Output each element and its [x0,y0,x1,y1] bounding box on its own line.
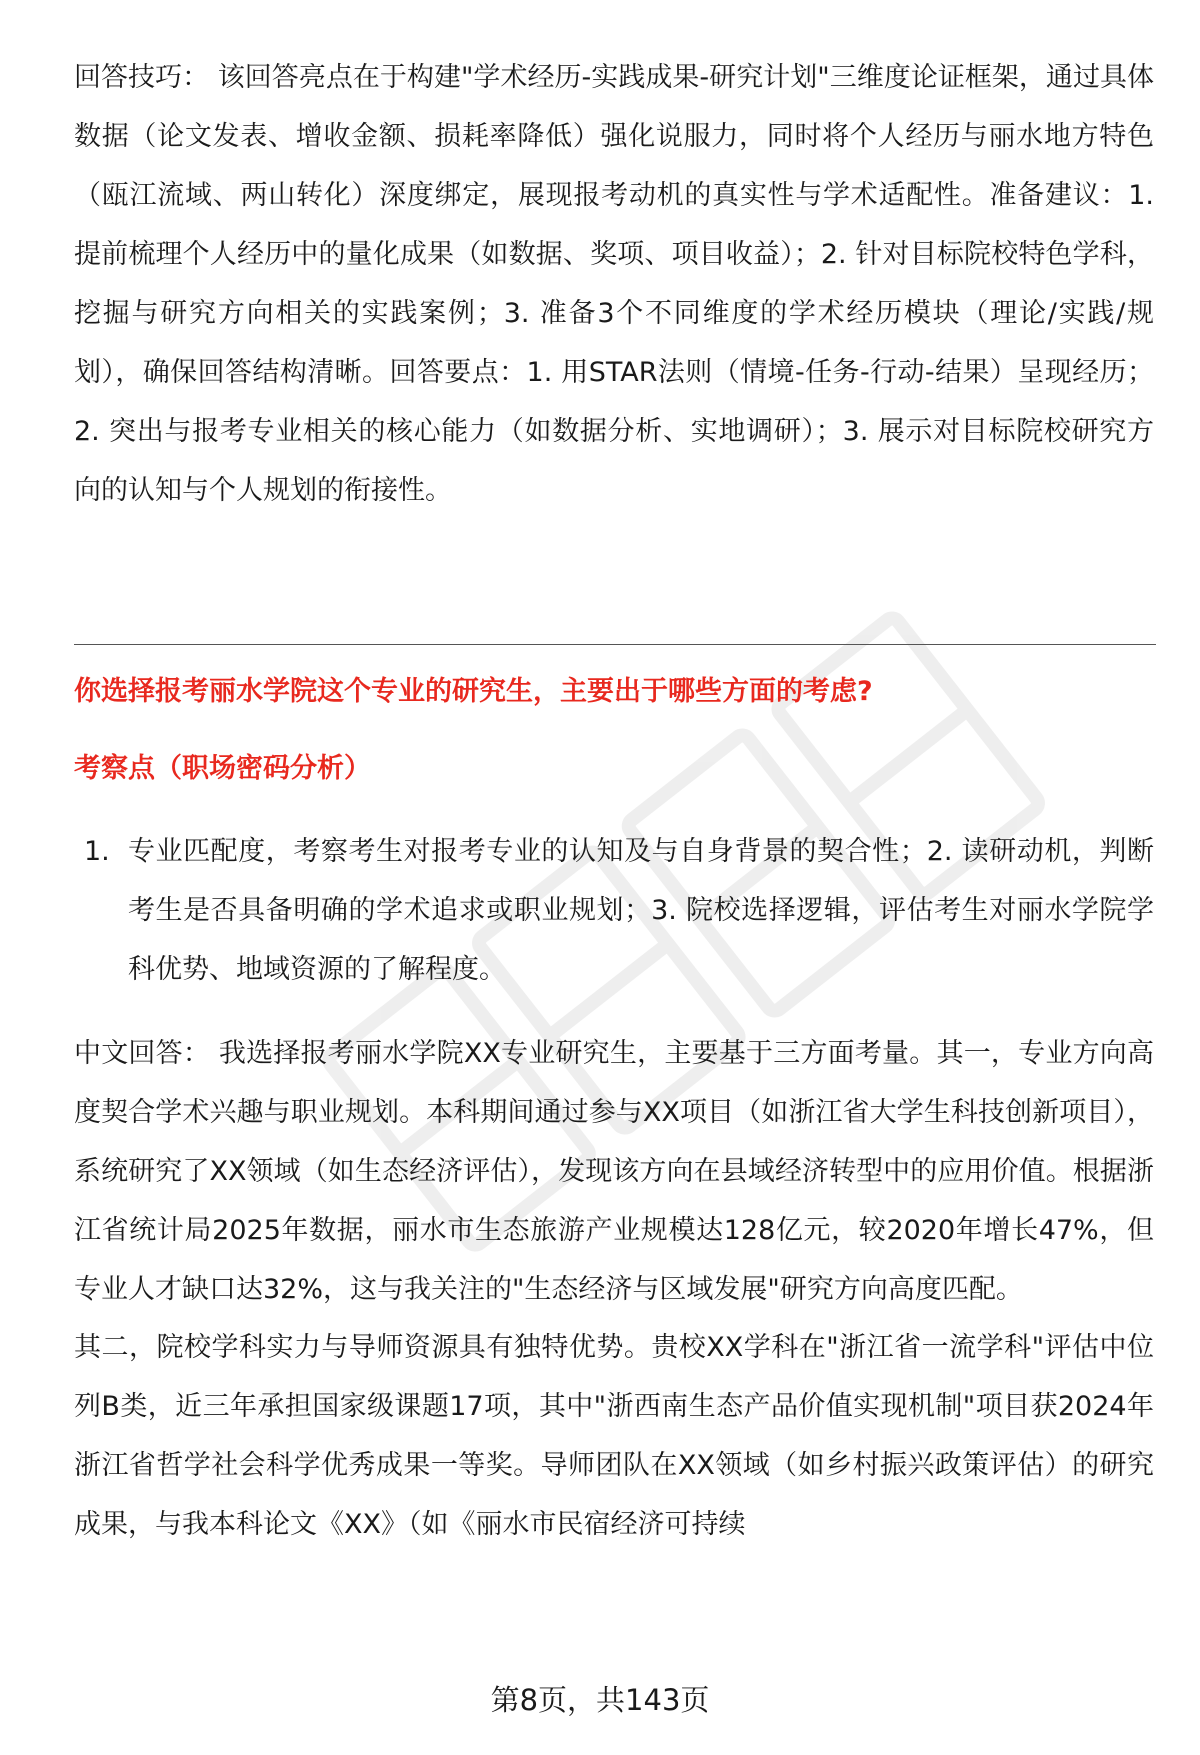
answer-paragraph-1: 中文回答： 我选择报考丽水学院XX专业研究生，主要基于三方面考量。其一，专业方向高度契合学术兴趣与职业规划。本科期间通过参与XX项目（如浙江省大学生科技创新项目），系统研究了XX领域（如生态经济评估），发现该方向在县域经济转型中的应用价值。根据浙江省统计局2025年数据，丽水市生态旅游产业规模达128亿元，较2020年增长47%，但专业人才缺口达32%，这与我关注的"生态经济与区域发展"研究方向高度匹配。 [74,1038,1154,1305]
tips-text: 回答技巧： 该回答亮点在于构建"学术经历-实践成果-研究计划"三维度论证框架，通过具体数据（论文发表、增收金额、损耗率降低）强化说服力，同时将个人经历与丽水地方特色（瓯江流域、两山转化）深度绑定，展现报考动机的真实性与学术适配性。准备建议：1. 提前梳理个人经历中的量化成果（如数据、奖项、项目收益）；2. 针对目标院校特色学科，挖掘与研究方向相关的实践案例；3. 准备3个不同维度的学术经历模块（理论/实践/规划），确保回答结构清晰。回答要点：1. 用STAR法则（情境-任务-行动-结果）呈现经历；2. 突出与报考专业相关的核心能力（如数据分析、实地调研）；3. 展示对目标院校研究方向的认知与个人规划的衔接性。 [74,62,1154,506]
page-footer: 第8页，共143页 [490,1683,710,1717]
list-number: 1. [84,836,110,867]
exam-point-heading: 考察点（职场密码分析） [74,753,371,784]
section-divider [74,644,1156,645]
exam-point-list [84,822,1154,999]
answer-paragraph-2: 其二，院校学科实力与导师资源具有独特优势。贵校XX学科在"浙江省一流学科"评估中位列B类，近三年承担国家级课题17项，其中"浙西南生态产品价值实现机制"项目获2024年浙江省哲学社会科学优秀成果一等奖。导师团队在XX领域（如乡村振兴政策评估）的研究成果，与我本科论文《XX》（如《丽水市民宿经济可持续 [74,1332,1154,1540]
question-heading: 你选择报考丽水学院这个专业的研究生，主要出于哪些方面的考虑? [74,676,873,707]
list-item: 专业匹配度，考察考生对报考专业的认知及与自身背景的契合性；2. 读研动机，判断考生是否具备明确的学术追求或职业规划；3. 院校选择逻辑，评估考生对丽水学院学科优势、地域资源的了解程度。 [128,836,1154,985]
tips-paragraph [74,48,1154,520]
